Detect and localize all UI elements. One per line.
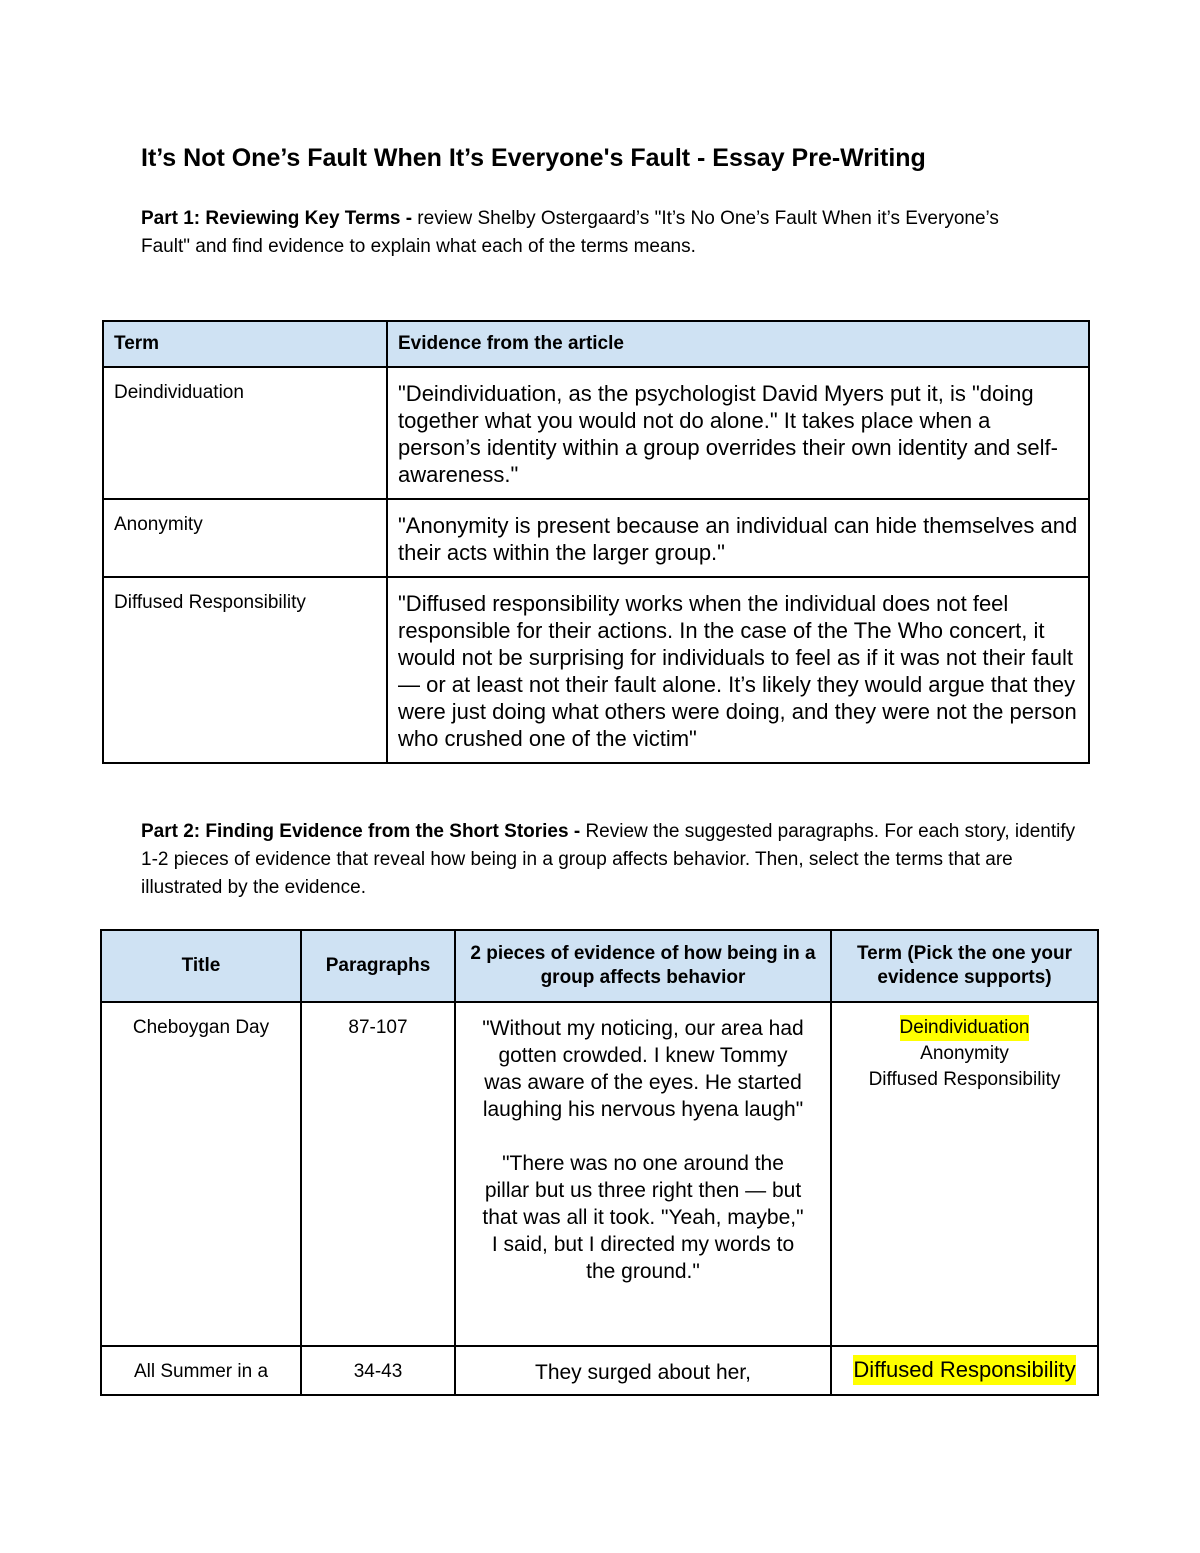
story-title-cell: All Summer in a <box>101 1346 301 1395</box>
evidence-quote: They surged about her, <box>535 1361 751 1384</box>
table-row <box>101 1002 1098 1346</box>
short-stories-table <box>100 929 1099 1396</box>
evidence-quote: "Without my noticing, our area had gotten crowded. I knew Tommy was aware of the eyes. He started laughing his nervous hyena laugh" <box>482 1017 804 1121</box>
header-evidence: Evidence from the article <box>387 321 1089 367</box>
term-cell: Diffused Responsibility <box>103 577 387 763</box>
term-option: Anonymity <box>920 1043 1009 1064</box>
term-option: Diffused Responsibility <box>868 1069 1061 1090</box>
part1-description: review Shelby Ostergaard’s "It’s No One’s Fault When it’s Everyone’s Fault" and find evidence to explain what each of the terms means. <box>141 208 999 257</box>
table-row <box>101 1346 1098 1395</box>
paragraphs-cell: 34-43 <box>301 1346 455 1395</box>
term-cell: Anonymity <box>103 499 387 577</box>
evidence-cell: "Anonymity is present because an individual can hide themselves and their acts within the larger group." <box>387 499 1089 577</box>
header-evidence: 2 pieces of evidence of how being in a group affects behavior <box>455 930 831 1002</box>
story-title-cell: Cheboygan Day <box>101 1002 301 1346</box>
term-option-highlighted: Diffused Responsibility <box>853 1355 1075 1385</box>
part2-heading: Part 2: Finding Evidence from the Short Stories - <box>141 821 581 842</box>
part2-intro <box>141 818 1081 902</box>
part1-intro <box>141 205 1041 261</box>
key-terms-table <box>102 320 1090 764</box>
header-paragraphs: Paragraphs <box>301 930 455 1002</box>
evidence-cell: "Deindividuation, as the psychologist David Myers put it, is "doing together what you would not do alone." It takes place when a person’s identity within a group overrides their own identity and self-awareness." <box>387 367 1089 499</box>
key-terms-header-row <box>103 321 1089 367</box>
term-cell: Deindividuation <box>103 367 387 499</box>
part2-description: Review the suggested paragraphs. For each story, identify 1-2 pieces of evidence that reveal how being in a group affects behavior. Then, select the terms that are illustrated by the evidence. <box>141 821 1076 898</box>
table-row <box>103 367 1089 499</box>
term-option-highlighted: Deindividuation <box>900 1015 1030 1041</box>
terms-cell <box>831 1002 1098 1346</box>
evidence-cell <box>455 1002 831 1346</box>
table-row <box>103 499 1089 577</box>
terms-cell <box>831 1346 1098 1395</box>
header-title: Title <box>101 930 301 1002</box>
header-term: Term (Pick the one your evidence supports) <box>831 930 1098 1002</box>
header-term: Term <box>103 321 387 367</box>
page-title: It’s Not One’s Fault When It’s Everyone's Fault - Essay Pre-Writing <box>141 144 926 172</box>
part1-heading: Part 1: Reviewing Key Terms - <box>141 208 413 229</box>
table-row <box>103 577 1089 763</box>
stories-header-row <box>101 930 1098 1002</box>
evidence-quote: "There was no one around the pillar but us three right then — but that was all it took. "Yeah, maybe," I said, but I directed my words to the ground." <box>482 1152 804 1283</box>
evidence-cell: "Diffused responsibility works when the individual does not feel responsible for their actions. In the case of the The Who concert, it would not be surprising for individuals to feel as if it was not their fault— or at least not their fault alone. It’s likely they would argue that they were just doing what others were doing, and they were not the person who crushed one of the victim" <box>387 577 1089 763</box>
paragraphs-cell: 87-107 <box>301 1002 455 1346</box>
evidence-cell <box>455 1346 831 1395</box>
